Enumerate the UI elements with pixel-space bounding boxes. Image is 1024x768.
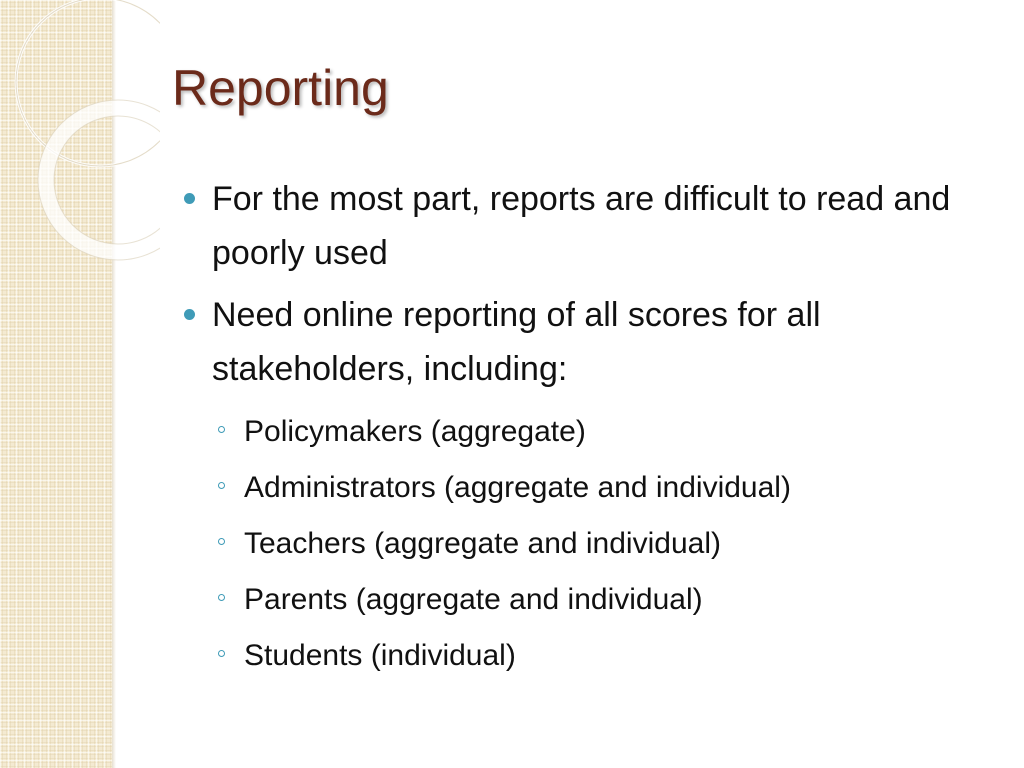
sub-bullet-text: Parents (aggregate and individual) (244, 583, 703, 616)
bullet-text: Need online reporting of all scores for all stakeholders, including: (212, 296, 821, 388)
hollow-bullet-icon (218, 426, 225, 433)
sub-bullet-text: Students (individual) (244, 639, 516, 672)
bullet-text: For the most part, reports are difficult to read and poorly used (212, 180, 951, 272)
hollow-bullet-icon (218, 594, 225, 601)
sub-bullet-text: Policymakers (aggregate) (244, 415, 586, 448)
sub-bullet-text: Teachers (aggregate and individual) (244, 527, 721, 560)
sub-bullet-text: Administrators (aggregate and individual) (244, 471, 791, 504)
hollow-bullet-icon (218, 650, 225, 657)
sub-bullet-item (182, 628, 992, 684)
hollow-bullet-icon (218, 538, 225, 545)
sub-bullet-item (182, 404, 992, 460)
sub-bullet-item (182, 516, 992, 572)
bullet-item (182, 288, 992, 396)
sub-bullet-item (182, 460, 992, 516)
filled-bullet-icon (184, 309, 195, 320)
filled-bullet-icon (184, 193, 195, 204)
sub-bullet-item (182, 572, 992, 628)
bullet-item (182, 172, 992, 280)
slide-content (182, 172, 992, 684)
slide-title: Reporting (172, 60, 389, 116)
hollow-bullet-icon (218, 482, 225, 489)
decorative-circles (0, 0, 160, 280)
